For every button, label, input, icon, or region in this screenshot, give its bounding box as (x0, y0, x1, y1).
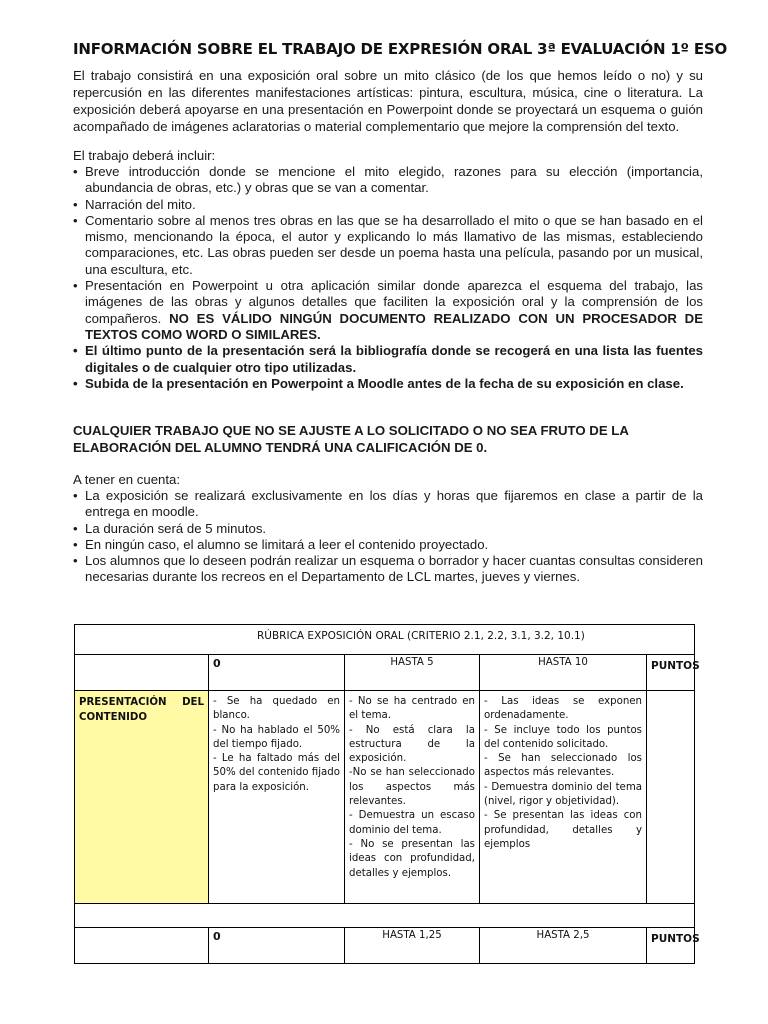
score-header-5: HASTA 5 (345, 655, 480, 691)
list-item: • Subida de la presentación en Powerpoint a Moodle antes de la fecha de su exposición en clase. (73, 376, 703, 392)
descriptor: - Demuestra un escaso dominio del tema. (349, 810, 475, 836)
level-10-descriptors (480, 691, 647, 904)
points-cell (647, 691, 695, 904)
descriptor: - Se han seleccionado los aspectos más relevantes. (484, 753, 642, 779)
points-header: PUNTOS (647, 928, 695, 964)
rubric-title: RÚBRICA EXPOSICIÓN ORAL (CRITERIO 2.1, 2.2, 3.1, 3.2, 10.1) (75, 625, 695, 655)
powerpoint-warning: NO ES VÁLIDO NINGÚN DOCUMENTO REALIZADO CON UN PROCESADOR DE TEXTOS COMO WORD O SIMILARES. (85, 310, 703, 342)
notes-heading: A tener en cuenta: (73, 472, 181, 487)
score-header-0: 0 (209, 928, 345, 964)
descriptor: - Se ha quedado en blanco. (213, 696, 340, 722)
descriptor: -No se han seleccionado los aspectos más relevantes. (349, 767, 475, 808)
intro-paragraph: El trabajo consistirá en una exposición oral sobre un mito clásico (de los que hemos leído o no) y su repercusión en las diferentes manifestaciones artísticas: pintura, escultura, música, cine o literatura. La exposición deberá apoyarse en una presentación en Powerpoint donde se proyectará un esquema o guión acompañado de imágenes aclaratorias o material complementario que mejore la comprensión del texto. (73, 68, 703, 134)
empty-cell (75, 904, 695, 928)
descriptor: - Se presentan las ideas con profundidad, detalles y ejemplos (484, 810, 642, 850)
list-item: • La duración será de 5 minutos. (73, 521, 703, 537)
include-list (73, 164, 703, 392)
points-header: PUNTOS (647, 655, 695, 691)
descriptor: - Le ha faltado más del 50% del contenido fijado para la exposición. (213, 753, 340, 793)
descriptor: - No se presentan las ideas con profundidad, detalles y ejemplos. (349, 838, 475, 879)
rubric-header-row-2 (75, 928, 695, 964)
list-item: • Breve introducción donde se mencione el mito elegido, razones para su elección (importancia, abundancia de obras, etc.) y obras que se van a comentar. (73, 164, 703, 197)
rubric-spacer-row (75, 904, 695, 928)
list-item: • En ningún caso, el alumno se limitará a leer el contenido proyectado. (73, 537, 703, 553)
descriptor: - No ha hablado el 50% del tiempo fijado. (213, 724, 340, 750)
descriptor: - Demuestra dominio del tema (nivel, rigor y objetividad). (484, 781, 642, 808)
level-0-descriptors (209, 691, 345, 904)
notes-list (73, 488, 703, 586)
list-item: • El último punto de la presentación será la bibliografía donde se recogerá en una lista las fuentes digitales o de cualquier otro tipo utilizadas. (73, 343, 703, 376)
criterion-label: PRESENTACIÓN DEL CONTENIDO (75, 691, 209, 904)
score-header-10: HASTA 10 (480, 655, 647, 691)
rubric-table (74, 624, 700, 964)
powerpoint-item-text: Presentación en Powerpoint u otra aplicación similar donde aparezca el esquema del trabajo, las imágenes de las obras y algunos detalles que faciliten la exposición oral y la comprensión de los compañeros. (85, 278, 703, 326)
grading-warning: CUALQUIER TRABAJO QUE NO SE AJUSTE A LO SOLICITADO O NO SEA FRUTO DE LA ELABORACIÓN DEL ALUMNO TENDRÁ UNA CALIFICACIÓN DE 0. (73, 423, 629, 455)
descriptor: - Se incluye todo los puntos del contenido solicitado. (484, 724, 642, 750)
list-item: • Los alumnos que lo deseen podrán realizar un esquema o borrador y hacer cuantas consultas consideren necesarias durante los recreos en el Departamento de LCL martes, jueves y viernes. (73, 553, 703, 586)
page-title: INFORMACIÓN SOBRE EL TRABAJO DE EXPRESIÓN ORAL 3ª EVALUACIÓN 1º ESO (73, 40, 728, 58)
list-item: • La exposición se realizará exclusivamente en los días y horas que fijaremos en clase a partir de la entrega en moodle. (73, 488, 703, 521)
list-item: • Narración del mito. (73, 197, 703, 213)
rubric-header-row (75, 655, 695, 691)
descriptor: - Las ideas se exponen ordenadamente. (484, 696, 642, 722)
score-header-125: HASTA 1,25 (345, 928, 480, 964)
score-header-0: 0 (209, 655, 345, 691)
rubric-title-row (75, 625, 695, 655)
empty-cell (75, 928, 209, 964)
level-5-descriptors (345, 691, 480, 904)
list-item: • Comentario sobre al menos tres obras en las que se ha desarrollado el mito o que se han basado en el mismo, mencionando la época, el autor y explicando lo más llamativo de las mismas, estableciendo comparaciones, etc. Las obras pueden ser desde un poema hasta una película, pasando por un musical, una escultura, etc. (73, 213, 703, 278)
descriptor: - No está clara la estructura de la exposición. (349, 724, 475, 765)
score-header-25: HASTA 2,5 (480, 928, 647, 964)
descriptor: - No se ha centrado en el tema. (349, 696, 475, 722)
list-item (73, 278, 703, 343)
rubric-criterion-row (75, 691, 695, 904)
empty-cell (75, 655, 209, 691)
include-heading: El trabajo deberá incluir: (73, 148, 216, 163)
